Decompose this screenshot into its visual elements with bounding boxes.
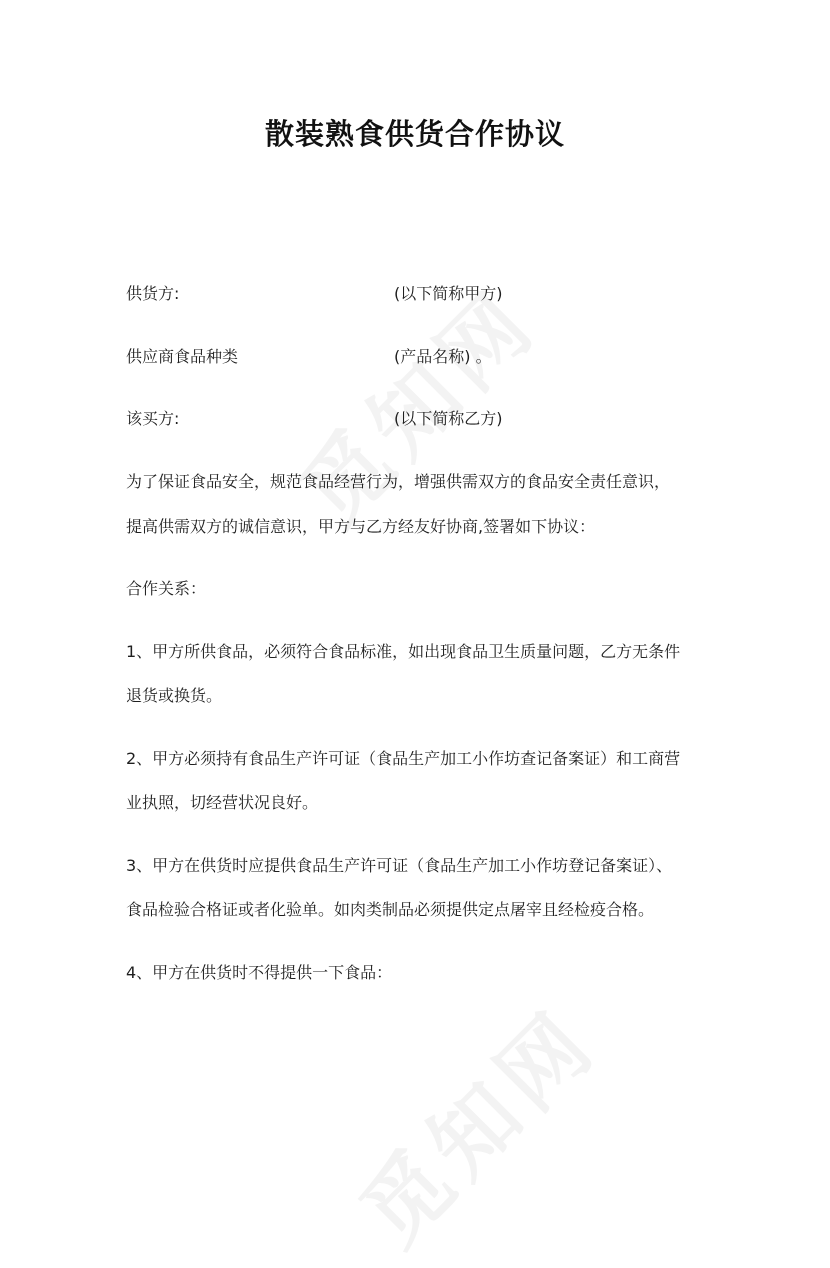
clause-3-line-1: 3、甲方在供货时应提供食品生产许可证（食品生产加工小作坊登记备案证）、: [126, 856, 673, 875]
intro-line-2: 提高供需双方的诚信意识，甲方与乙方经友好协商,签署如下协议：: [126, 517, 596, 536]
supplier-value: (以下简称甲方): [394, 284, 503, 303]
supplier-label: 供货方:: [126, 284, 180, 303]
clause-2-line-1: 2、甲方必须持有食品生产许可证（食品生产加工小作坊查记备案证）和工商营: [126, 749, 681, 768]
clause-1-line-1: 1、甲方所供食品，必须符合食品标准，如出现食品卫生质量问题，乙方无条件: [126, 642, 681, 661]
section-heading: 合作关系：: [126, 579, 207, 598]
watermark-bottom: [328, 976, 619, 1267]
clause-1-line-2: 退货或换货。: [126, 686, 223, 705]
clause-3-line-2: 食品检验合格证或者化验单。如肉类制品必须提供定点屠宰且经检疫合格。: [126, 900, 655, 919]
clause-2-line-2: 业执照，切经营状况良好。: [126, 793, 319, 812]
document-title: 散装熟食供货合作协议: [264, 117, 565, 151]
food-category-value: (产品名称) 。: [394, 347, 492, 366]
buyer-value: (以下简称乙方): [394, 409, 503, 428]
clause-4-line-1: 4、甲方在供货时不得提供一下食品：: [126, 963, 393, 982]
buyer-label: 该买方:: [126, 409, 180, 428]
intro-line-1: 为了保证食品安全，规范食品经营行为，增强供需双方的食品安全责任意识，: [126, 472, 671, 491]
food-category-label: 供应商食品种类: [126, 347, 239, 366]
